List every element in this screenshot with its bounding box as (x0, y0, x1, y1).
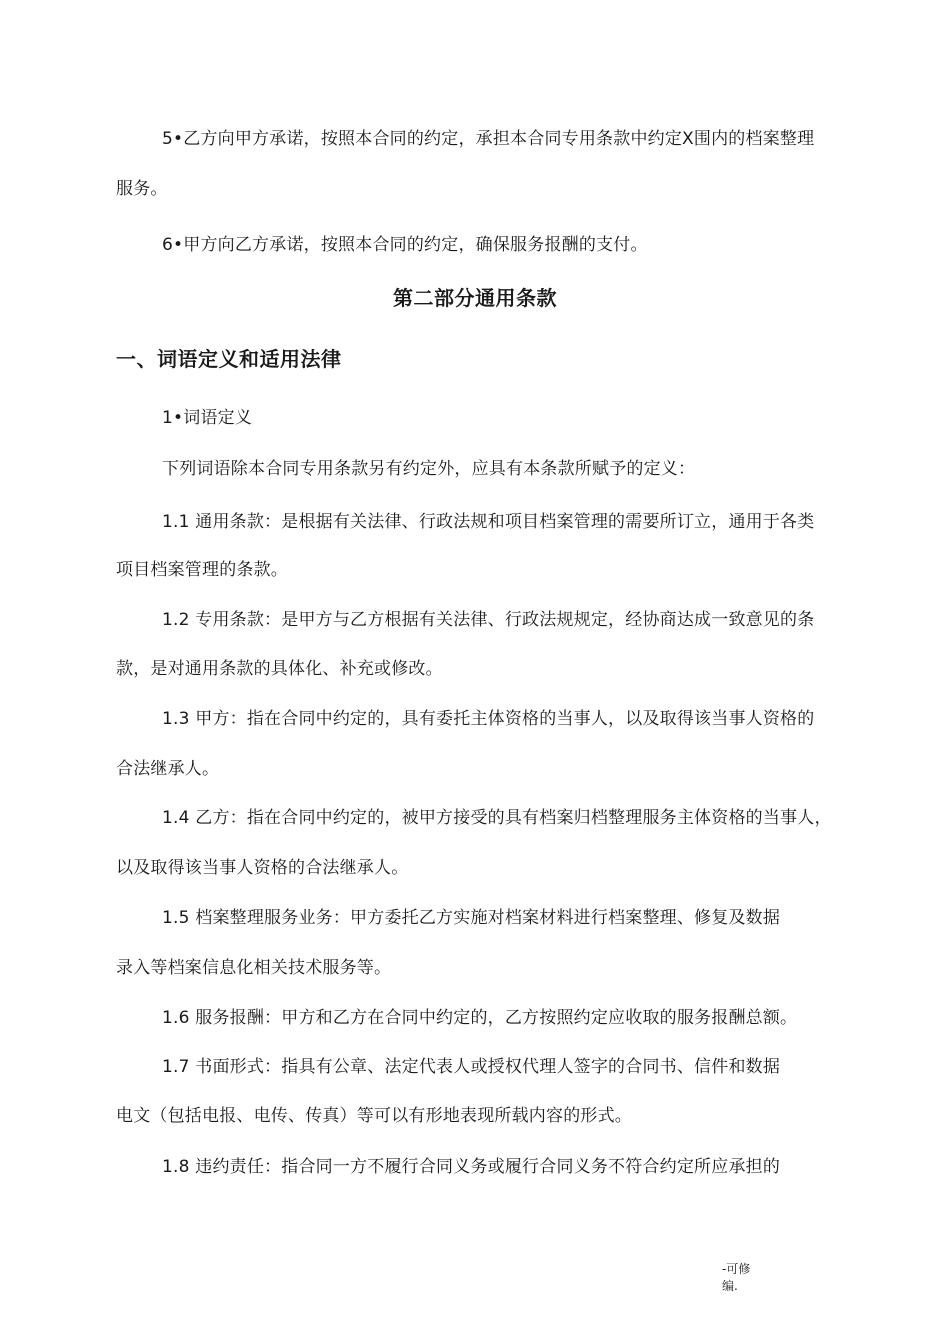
paragraph-6: 6•甲方向乙方承诺，按照本合同的约定，确保服务报酬的支付。 (162, 235, 648, 255)
definition-1-5-line-2: 录入等档案信息化相关技术服务等。 (116, 958, 392, 978)
section-title: 一、词语定义和适用法律 (116, 347, 342, 371)
definitions-intro: 下列词语除本合同专用条款另有约定外，应具有本条款所赋予的定义： (162, 459, 696, 479)
definition-1-3-line-1: 1.3 甲方：指在合同中约定的，具有委托主体资格的当事人，以及取得该当事人资格的 (162, 709, 815, 729)
footer-note-line-1: -可修 (722, 1262, 751, 1276)
definition-1-7-line-2: 电文（包括电报、电传、传真）等可以有形地表现所载内容的形式。 (116, 1106, 632, 1126)
definition-1-4-line-2: 以及取得该当事人资格的合法继承人。 (116, 858, 409, 878)
definition-1-4-line-1: 1.4 乙方：指在合同中约定的，被甲方接受的具有档案归档整理服务主体资格的当事人， (162, 808, 832, 828)
definition-1-6: 1.6 服务报酬：甲方和乙方在合同中约定的，乙方按照约定应收取的服务报酬总额。 (162, 1008, 798, 1028)
paragraph-5-line-1: 5•乙方向甲方承诺，按照本合同的约定，承担本合同专用条款中约定X围内的档案整理 (162, 129, 815, 149)
definition-1-2-line-1: 1.2 专用条款：是甲方与乙方根据有关法律、行政法规规定，经协商达成一致意见的条 (162, 610, 815, 630)
definition-1-1-line-1: 1.1 通用条款：是根据有关法律、行政法规和项目档案管理的需要所订立，通用于各类 (162, 512, 815, 532)
definition-1-8-line-1: 1.8 违约责任：指合同一方不履行合同义务或履行合同义务不符合约定所应承担的 (162, 1157, 781, 1177)
definition-1-7-line-1: 1.7 书面形式：指具有公章、法定代表人或授权代理人签字的合同书、信件和数据 (162, 1057, 781, 1077)
footer-note-line-2: 编. (722, 1279, 738, 1293)
definition-1-3-line-2: 合法继承人。 (116, 759, 220, 779)
definition-1-1-line-2: 项目档案管理的条款。 (116, 560, 288, 580)
definition-1-2-line-2: 款，是对通用条款的具体化、补充或修改。 (116, 659, 443, 679)
definition-1-5-line-1: 1.5 档案整理服务业务：甲方委托乙方实施对档案材料进行档案整理、修复及数据 (162, 908, 781, 928)
part-title: 第二部分通用条款 (393, 286, 557, 310)
paragraph-5-line-2: 服务。 (116, 179, 168, 199)
subsection-title: 1•词语定义 (162, 408, 253, 428)
